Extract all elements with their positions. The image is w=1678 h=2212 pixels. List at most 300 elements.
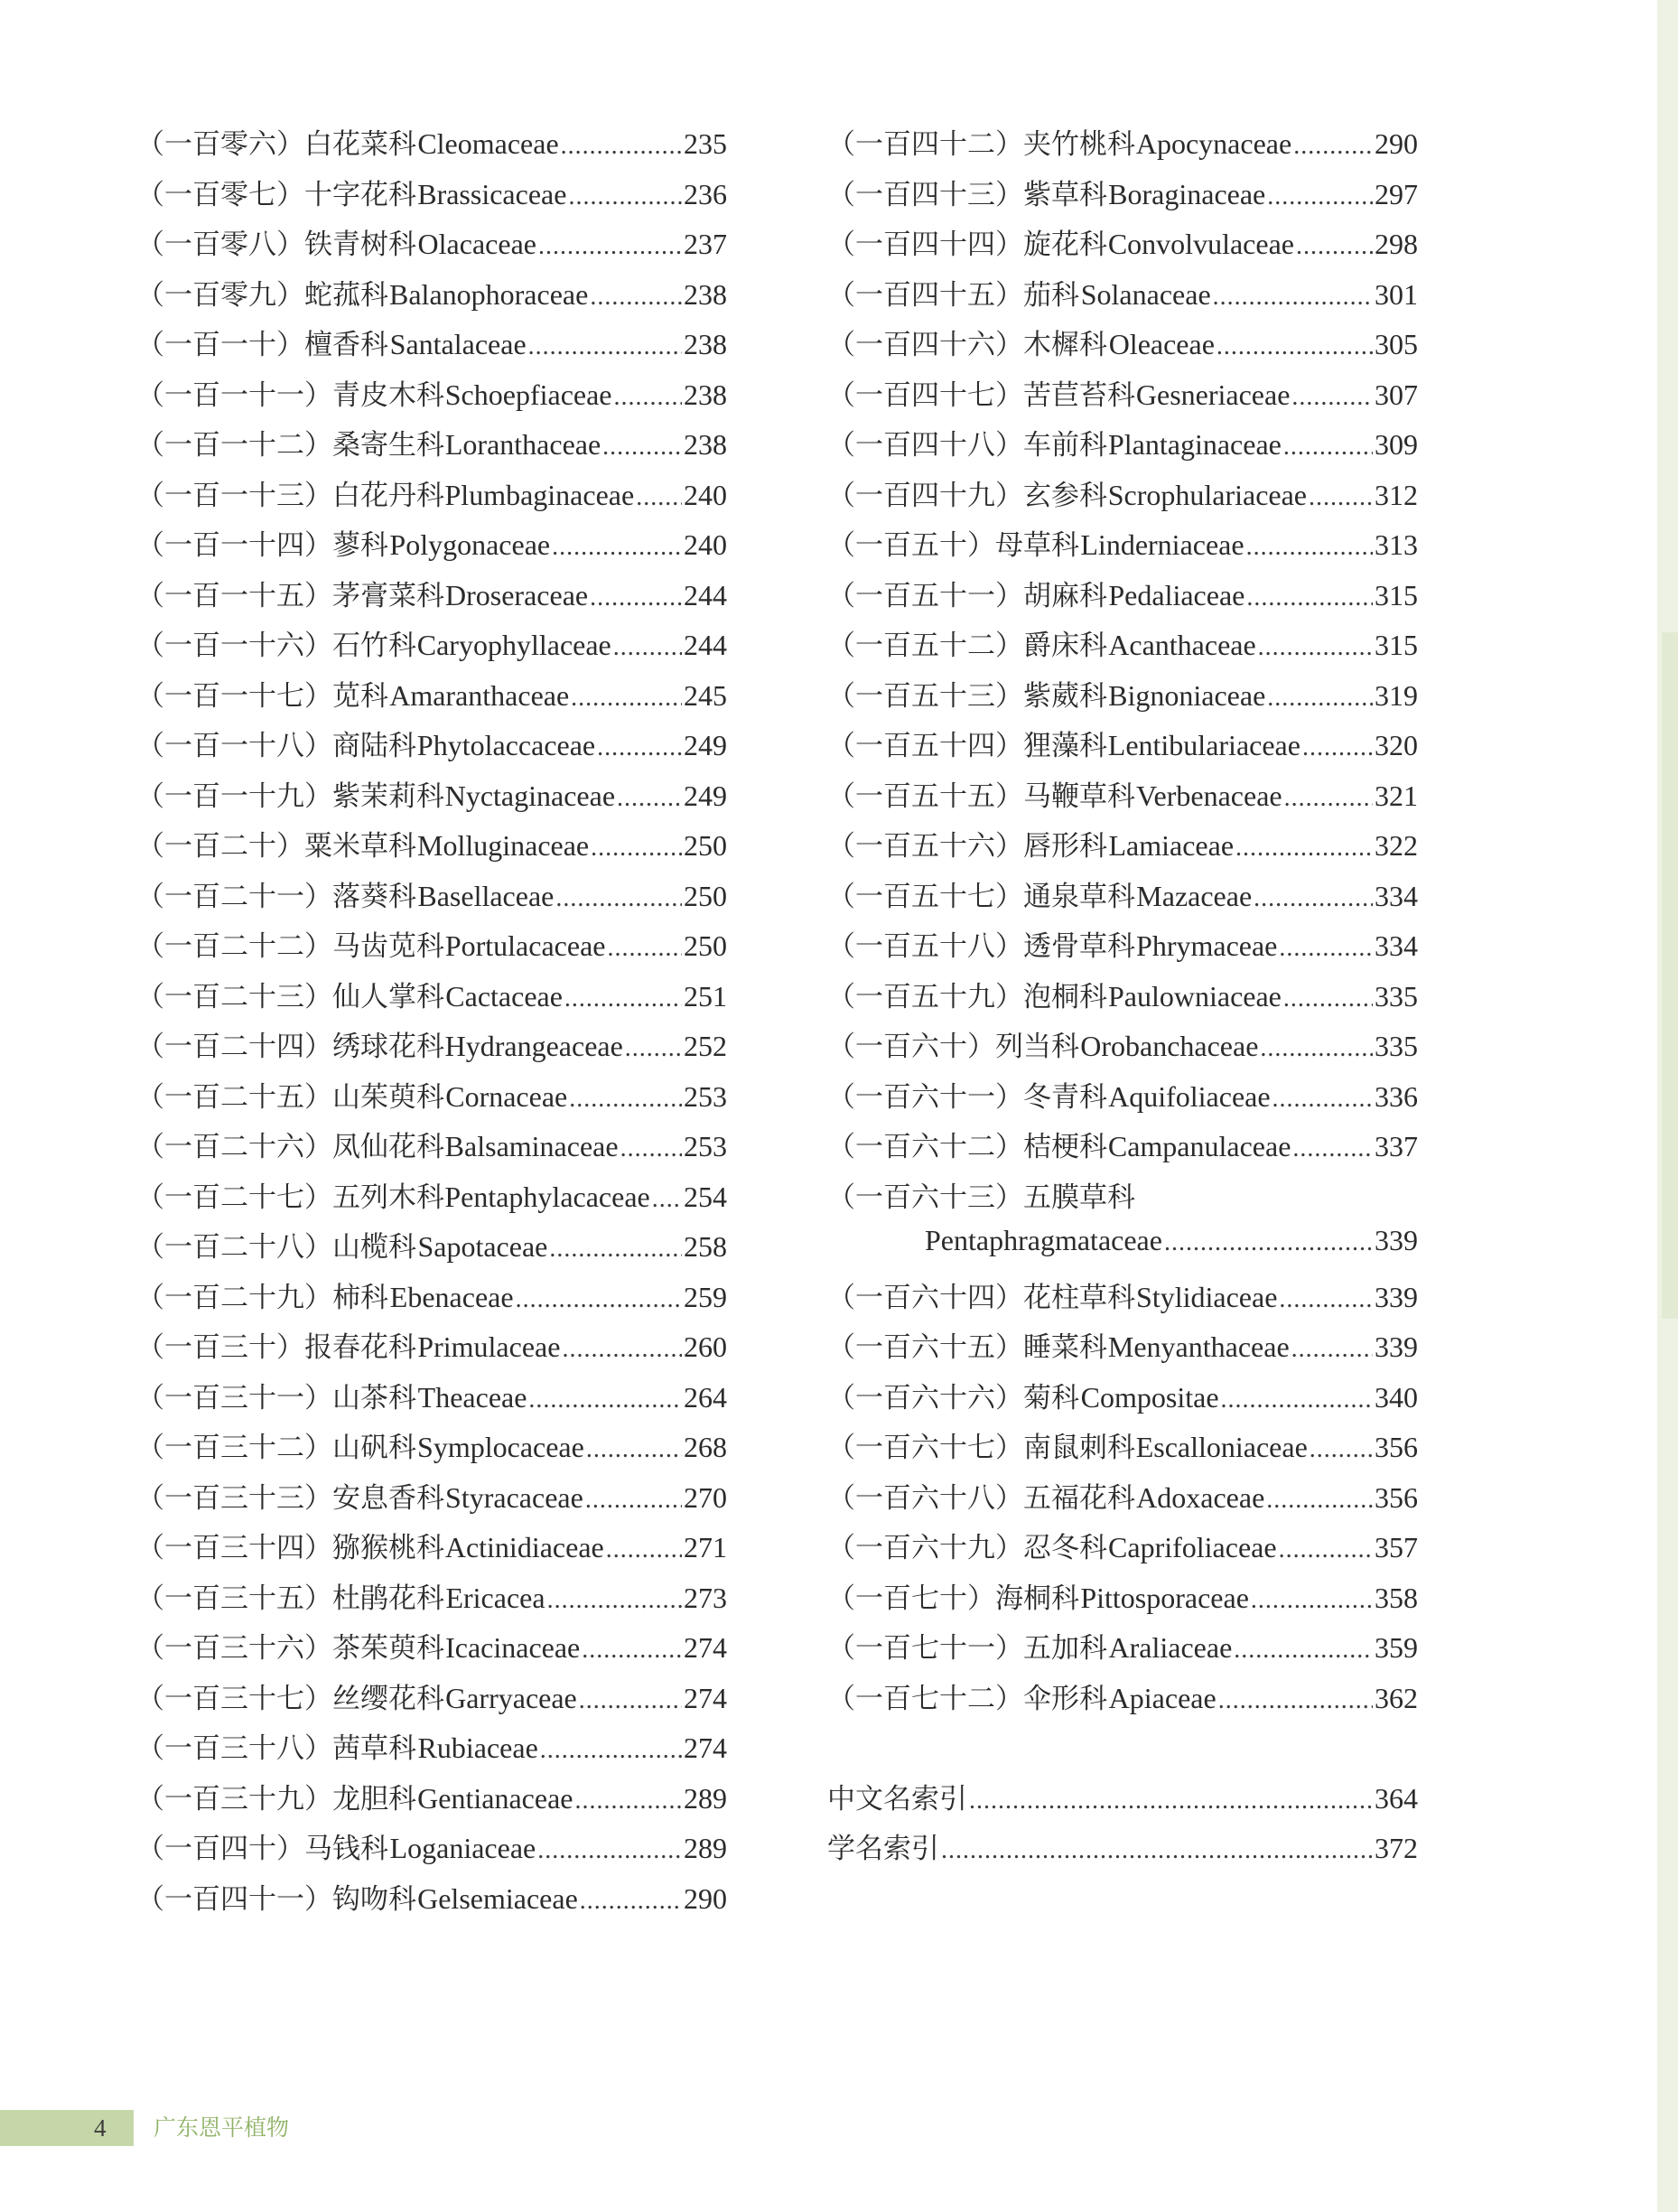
toc-leader-dots bbox=[1267, 684, 1373, 713]
toc-entry-latin-name: Aquifoliaceae bbox=[1108, 1079, 1271, 1113]
toc-entry[interactable] bbox=[136, 1174, 727, 1225]
toc-entry-chinese-name: （一百三十五）杜鹃花科 bbox=[136, 1582, 444, 1615]
toc-entry-chinese-name: （一百一十六）石竹科 bbox=[136, 630, 416, 662]
toc-entry-page-number: 289 bbox=[684, 1832, 727, 1864]
toc-entry[interactable] bbox=[136, 522, 727, 573]
toc-entry-page-number: 339 bbox=[1375, 1330, 1418, 1363]
toc-entry-chinese-name: （一百五十八）透骨草科 bbox=[827, 930, 1135, 963]
toc-entry[interactable] bbox=[827, 272, 1418, 322]
toc-entry-page-number: 259 bbox=[684, 1280, 727, 1313]
toc-entry-latin-name: Adoxaceae bbox=[1136, 1480, 1265, 1514]
toc-leader-dots bbox=[613, 633, 682, 662]
toc-entry-latin-name: Apiaceae bbox=[1108, 1681, 1217, 1714]
toc-entry[interactable] bbox=[136, 1224, 727, 1274]
toc-entry-latin-name: Loranthaceae bbox=[444, 428, 601, 461]
toc-entry-chinese-name: （一百六十八）五福花科 bbox=[827, 1481, 1135, 1515]
toc-entry-latin-name: Polygonaceae bbox=[389, 528, 551, 561]
toc-entry[interactable] bbox=[827, 1776, 1418, 1826]
toc-entry[interactable] bbox=[827, 923, 1418, 974]
toc-entry-page-number: 336 bbox=[1375, 1079, 1418, 1113]
page-edge-tab bbox=[1662, 632, 1678, 1319]
toc-entry-latin-name: Bignoniaceae bbox=[1108, 678, 1266, 712]
toc-entry-chinese-name: （一百五十二）爵床科 bbox=[827, 630, 1107, 662]
toc-entry[interactable] bbox=[136, 322, 727, 372]
toc-entry-page-number: 372 bbox=[1375, 1832, 1418, 1864]
toc-entry[interactable] bbox=[136, 823, 727, 873]
toc-leader-dots bbox=[1246, 583, 1373, 612]
toc-entry-latin-name: Nyctaginaceae bbox=[444, 779, 616, 812]
toc-entry-latin-name: Oleaceae bbox=[1108, 328, 1215, 360]
toc-entry-page-number: 321 bbox=[1374, 779, 1418, 812]
toc-entry-page-number: 240 bbox=[684, 528, 727, 561]
toc-entry-latin-name: Primulaceae bbox=[417, 1330, 561, 1363]
toc-entry[interactable] bbox=[136, 1475, 727, 1526]
toc-entry-page-number: 238 bbox=[684, 328, 727, 360]
toc-entry[interactable] bbox=[136, 1124, 727, 1174]
toc-entry-chinese-name: （一百六十七）南鼠刺科 bbox=[827, 1432, 1135, 1464]
toc-entry-latin-name: Styracaceae bbox=[445, 1480, 583, 1514]
toc-entry-page-number: 290 bbox=[684, 1881, 727, 1915]
toc-entry-chinese-name: （一百四十）马钱科 bbox=[136, 1833, 388, 1865]
toc-entry[interactable] bbox=[827, 1675, 1418, 1726]
toc-entry-latin-name: Portulacaceae bbox=[444, 929, 606, 962]
toc-entry[interactable] bbox=[827, 1274, 1418, 1325]
toc-entry-chinese-name: （一百四十七）苦苣苔科 bbox=[827, 378, 1135, 412]
toc-leader-dots bbox=[1293, 132, 1373, 161]
toc-entry-page-number: 356 bbox=[1375, 1480, 1418, 1514]
toc-entry[interactable] bbox=[136, 272, 727, 322]
toc-entry-latin-name: Caryophyllaceae bbox=[416, 629, 611, 661]
toc-entry-page-number: 249 bbox=[684, 779, 727, 812]
toc-entry-page-number: 245 bbox=[684, 678, 727, 712]
toc-entry-page-number: 240 bbox=[684, 478, 727, 511]
toc-entry-latin-name: Theaceae bbox=[417, 1380, 527, 1414]
toc-entry-chinese-name: （一百零八）铁青树科 bbox=[136, 229, 416, 261]
toc-entry-chinese-name: （一百一十三）白花丹科 bbox=[136, 479, 444, 512]
toc-entry[interactable] bbox=[136, 1324, 727, 1375]
toc-entry[interactable] bbox=[827, 372, 1418, 423]
toc-entry-latin-name: Stylidiaceae bbox=[1136, 1280, 1278, 1313]
toc-leader-dots bbox=[1251, 1586, 1373, 1615]
toc-entry[interactable] bbox=[827, 322, 1418, 372]
toc-entry-chinese-name: （一百四十八）车前科 bbox=[827, 429, 1107, 462]
toc-entry[interactable] bbox=[827, 1074, 1418, 1125]
toc-leader-dots bbox=[552, 533, 682, 562]
toc-entry-latin-name: Balsaminaceae bbox=[444, 1130, 619, 1162]
toc-entry[interactable] bbox=[827, 472, 1418, 523]
toc-entry-latin-name: Escalloniaceae bbox=[1135, 1431, 1308, 1463]
toc-entry[interactable] bbox=[136, 172, 727, 222]
toc-leader-dots bbox=[1279, 1285, 1373, 1314]
toc-entry-chinese-name: （一百三十六）茶茱萸科 bbox=[136, 1632, 444, 1665]
toc-entry-chinese-name: （一百五十一）胡麻科 bbox=[827, 579, 1107, 612]
toc-entry-latin-name: Solanaceae bbox=[1080, 277, 1211, 311]
toc-entry-page-number: 364 bbox=[1375, 1781, 1418, 1815]
toc-entry[interactable] bbox=[827, 1625, 1418, 1675]
toc-entry[interactable] bbox=[136, 723, 727, 773]
toc-entry[interactable] bbox=[136, 1725, 727, 1776]
toc-entry[interactable] bbox=[136, 1023, 727, 1074]
toc-entry[interactable] bbox=[827, 773, 1418, 824]
toc-entry-chinese-name: （一百五十五）马鞭草科 bbox=[827, 779, 1135, 813]
toc-entry-chinese-name: （一百一十九）紫茉莉科 bbox=[136, 779, 444, 813]
toc-entry-latin-name: Cornaceae bbox=[445, 1079, 568, 1113]
toc-leader-dots bbox=[540, 1736, 682, 1765]
toc-entry-page-number: 249 bbox=[684, 729, 727, 761]
toc-leader-dots bbox=[1310, 1435, 1373, 1464]
toc-entry[interactable] bbox=[827, 1375, 1418, 1425]
toc-entry[interactable] bbox=[136, 873, 727, 924]
toc-entry-chinese-name: （一百二十三）仙人掌科 bbox=[136, 980, 444, 1013]
toc-entry-chinese-name: （一百三十七）丝缨花科 bbox=[136, 1682, 444, 1715]
toc-entry-latin-name: Molluginaceae bbox=[416, 829, 590, 862]
toc-entry-latin-name: Pedaliaceae bbox=[1108, 578, 1245, 611]
toc-leader-dots bbox=[1221, 1386, 1373, 1414]
toc-entry-page-number: 313 bbox=[1375, 528, 1418, 561]
toc-entry-page-number: 237 bbox=[684, 228, 727, 260]
toc-entry[interactable] bbox=[136, 1625, 727, 1675]
toc-leader-dots bbox=[1292, 1134, 1373, 1163]
toc-entry-page-number: 334 bbox=[1375, 879, 1418, 912]
toc-entry-page-number: 250 bbox=[684, 879, 727, 912]
toc-entry[interactable] bbox=[136, 1525, 727, 1575]
toc-leader-dots bbox=[547, 1586, 682, 1615]
toc-leader-dots bbox=[580, 1887, 682, 1916]
toc-entry-page-number: 315 bbox=[1375, 578, 1418, 611]
toc-entry-page-number: 238 bbox=[684, 428, 727, 461]
toc-entry[interactable] bbox=[827, 723, 1418, 773]
toc-entry-chinese-name: （一百零七）十字花科 bbox=[136, 178, 416, 211]
toc-entry-latin-name: Hydrangeaceae bbox=[444, 1030, 623, 1062]
toc-leader-dots bbox=[528, 332, 682, 361]
toc-leader-dots bbox=[538, 232, 682, 261]
toc-entry[interactable] bbox=[827, 172, 1418, 222]
toc-leader-dots bbox=[620, 1134, 682, 1163]
toc-entry-latin-name: Araliaceae bbox=[1108, 1631, 1233, 1664]
toc-entry[interactable] bbox=[827, 1224, 1418, 1274]
toc-entry[interactable] bbox=[136, 1274, 727, 1325]
toc-entry[interactable] bbox=[827, 1324, 1418, 1375]
toc-entry-latin-name: Olacaceae bbox=[417, 228, 536, 260]
toc-entry-chinese-name: （一百一十）檀香科 bbox=[136, 329, 388, 361]
toc-entry-page-number: 359 bbox=[1375, 1631, 1418, 1664]
toc-leader-dots bbox=[1279, 934, 1373, 963]
toc-entry-latin-name: Sapotaceae bbox=[417, 1230, 548, 1263]
toc-entry-latin-name: Phrymaceae bbox=[1136, 929, 1278, 962]
toc-entry-page-number: 253 bbox=[684, 1079, 727, 1113]
toc-leader-dots bbox=[1302, 733, 1373, 762]
toc-leader-dots bbox=[636, 483, 682, 512]
toc-entry-latin-name: Gelsemiaceae bbox=[417, 1881, 578, 1915]
toc-entry-chinese-name: （一百二十七）五列木科 bbox=[136, 1181, 444, 1214]
toc-entry-latin-name: Phytolaccaceae bbox=[416, 729, 596, 761]
toc-leader-dots bbox=[1296, 232, 1373, 261]
toc-entry-chinese-name: （一百六十三）五膜草科 bbox=[827, 1181, 1135, 1214]
footer-page-number: 4 bbox=[94, 2114, 107, 2142]
toc-entry[interactable] bbox=[136, 573, 727, 623]
toc-leader-dots bbox=[579, 1686, 682, 1715]
toc-entry-chinese-name: （一百七十）海桐科 bbox=[827, 1582, 1079, 1615]
toc-entry-latin-name: Paulowniaceae bbox=[1107, 979, 1282, 1013]
toc-entry[interactable] bbox=[136, 121, 727, 172]
toc-entry-latin-name: Gentianaceae bbox=[417, 1781, 573, 1815]
toc-leader-dots bbox=[1283, 985, 1373, 1013]
toc-entry-chinese-name: （一百四十二）夹竹桃科 bbox=[827, 128, 1135, 161]
toc-entry[interactable] bbox=[827, 1525, 1418, 1575]
toc-entry-page-number: 244 bbox=[684, 629, 727, 661]
toc-leader-dots bbox=[537, 1836, 682, 1865]
toc-entry-page-number: 290 bbox=[1375, 127, 1418, 160]
toc-leader-dots bbox=[571, 684, 682, 713]
toc-entry[interactable] bbox=[827, 1825, 1418, 1876]
toc-entry[interactable] bbox=[136, 673, 727, 723]
toc-entry-latin-name: Brassicaceae bbox=[417, 177, 567, 210]
toc-entry-page-number: 250 bbox=[684, 829, 727, 862]
toc-entry-page-number: 339 bbox=[1375, 1280, 1418, 1313]
toc-entry-page-number: 335 bbox=[1375, 979, 1418, 1013]
toc-entry-latin-name: Acanthaceae bbox=[1108, 629, 1256, 661]
toc-entry-chinese-name: （一百七十一）五加科 bbox=[827, 1632, 1107, 1665]
toc-entry[interactable] bbox=[136, 221, 727, 272]
toc-entry-chinese-name: （一百三十八）茜草科 bbox=[136, 1732, 416, 1765]
toc-entry-chinese-name: （一百二十五）山茱萸科 bbox=[136, 1080, 444, 1114]
toc-entry-page-number: 334 bbox=[1375, 929, 1418, 962]
toc-entry-latin-name: Menyanthaceae bbox=[1107, 1330, 1290, 1363]
toc-leader-dots bbox=[574, 1787, 682, 1815]
toc-leader-dots bbox=[1284, 784, 1373, 813]
toc-entry-chinese-name: 中文名索引 bbox=[827, 1782, 967, 1815]
toc-entry-chinese-name: （一百五十）母草科 bbox=[827, 529, 1079, 562]
toc-entry-page-number: 297 bbox=[1375, 177, 1418, 210]
toc-leader-dots bbox=[614, 383, 683, 412]
toc-entry[interactable] bbox=[827, 1575, 1418, 1626]
toc-leader-dots bbox=[1272, 1085, 1373, 1114]
toc-leader-dots bbox=[1291, 1335, 1373, 1364]
toc-entry-chinese-name: （一百三十二）山矾科 bbox=[136, 1432, 416, 1464]
toc-entry-page-number: 340 bbox=[1375, 1380, 1418, 1414]
toc-entry-page-number: 264 bbox=[684, 1380, 727, 1414]
toc-entry-latin-name: Symplocaceae bbox=[417, 1431, 584, 1463]
toc-entry-latin-name: Pentaphragmataceae bbox=[925, 1224, 1162, 1256]
toc-entry[interactable] bbox=[136, 622, 727, 673]
toc-leader-dots bbox=[1234, 1636, 1373, 1665]
toc-entry[interactable] bbox=[136, 472, 727, 523]
toc-entry-page-number: 238 bbox=[684, 277, 727, 311]
toc-leader-dots bbox=[516, 1285, 682, 1314]
toc-entry[interactable] bbox=[136, 1876, 727, 1927]
toc-entry-page-number: 258 bbox=[684, 1230, 727, 1263]
toc-entry-chinese-name: （一百六十五）睡菜科 bbox=[827, 1331, 1107, 1364]
toc-entry-chinese-name: （一百一十一）青皮木科 bbox=[136, 378, 444, 412]
toc-entry-chinese-name: （一百四十五）茄科 bbox=[827, 278, 1079, 312]
toc-entry-latin-name: Ericacea bbox=[445, 1581, 545, 1614]
toc-entry-latin-name: Apocynaceae bbox=[1135, 127, 1292, 160]
toc-entry[interactable] bbox=[136, 974, 727, 1024]
toc-entry[interactable] bbox=[827, 622, 1418, 673]
toc-entry-page-number: 274 bbox=[684, 1631, 727, 1664]
toc-entry-chinese-name: （一百二十二）马齿苋科 bbox=[136, 930, 444, 963]
toc-entry[interactable] bbox=[827, 673, 1418, 723]
toc-leader-dots bbox=[528, 1386, 682, 1414]
toc-entry-latin-name: Gesneriaceae bbox=[1135, 378, 1291, 411]
toc-entry-page-number: 337 bbox=[1375, 1130, 1418, 1162]
toc-entry-latin-name: Icacinaceae bbox=[445, 1631, 581, 1664]
toc-entry-page-number: 289 bbox=[684, 1781, 727, 1815]
toc-entry-page-number: 268 bbox=[684, 1431, 727, 1463]
toc-entry-chinese-name: （一百六十九）忍冬科 bbox=[827, 1532, 1107, 1564]
toc-entry-latin-name: Scrophulariaceae bbox=[1107, 478, 1307, 511]
toc-entry-chinese-name: （一百二十六）凤仙花科 bbox=[136, 1131, 444, 1163]
toc-leader-dots bbox=[1279, 1535, 1373, 1564]
toc-entry-chinese-name: （一百五十四）狸藻科 bbox=[827, 730, 1107, 762]
toc-leader-dots bbox=[1235, 834, 1373, 863]
toc-entry[interactable] bbox=[136, 773, 727, 824]
toc-entry[interactable] bbox=[827, 1124, 1418, 1174]
toc-entry[interactable] bbox=[136, 1424, 727, 1475]
toc-entry-chinese-name: （一百三十九）龙胆科 bbox=[136, 1782, 416, 1815]
toc-left-column bbox=[136, 121, 727, 1926]
toc-entry[interactable] bbox=[136, 1575, 727, 1626]
toc-entry-chinese-name: （一百五十三）紫葳科 bbox=[827, 679, 1107, 713]
toc-entry-latin-name: Cactaceae bbox=[445, 979, 563, 1013]
toc-leader-dots bbox=[1217, 332, 1373, 361]
toc-entry-chinese-name: （一百一十二）桑寄生科 bbox=[136, 429, 444, 462]
toc-entry[interactable] bbox=[136, 1074, 727, 1125]
toc-entry-page-number: 274 bbox=[684, 1681, 727, 1714]
toc-entry-page-number: 358 bbox=[1375, 1581, 1418, 1614]
toc-entry-chinese-name: （一百六十四）花柱草科 bbox=[827, 1281, 1135, 1314]
toc-entry[interactable] bbox=[136, 1776, 727, 1826]
toc-leader-dots bbox=[1246, 533, 1373, 562]
toc-entry[interactable] bbox=[827, 873, 1418, 924]
toc-entry-page-number: 301 bbox=[1375, 277, 1418, 311]
toc-entry[interactable] bbox=[136, 1825, 727, 1876]
toc-leader-dots bbox=[568, 182, 682, 211]
toc-entry[interactable] bbox=[827, 422, 1418, 472]
toc-entry[interactable] bbox=[827, 1475, 1418, 1526]
toc-entry-page-number: 335 bbox=[1375, 1030, 1418, 1062]
toc-right-column bbox=[827, 121, 1418, 1876]
toc-entry-latin-name: Loganiaceae bbox=[389, 1832, 536, 1864]
toc-entry[interactable] bbox=[827, 1424, 1418, 1475]
toc-leader-dots bbox=[1267, 182, 1373, 211]
toc-entry-latin-name: Pittosporaceae bbox=[1080, 1581, 1249, 1614]
footer-book-title: 广东恩平植物 bbox=[154, 2114, 290, 2141]
toc-entry-page-number: 307 bbox=[1375, 378, 1418, 411]
toc-entry-chinese-name: （一百二十四）绣球花科 bbox=[136, 1031, 444, 1063]
toc-entry-chinese-name: （一百一十五）茅膏菜科 bbox=[136, 579, 444, 612]
toc-entry-page-number: 251 bbox=[684, 979, 727, 1013]
toc-entry[interactable] bbox=[136, 422, 727, 472]
toc-entry[interactable] bbox=[827, 1023, 1418, 1074]
toc-entry-latin-name: Mazaceae bbox=[1136, 879, 1253, 912]
toc-entry-latin-name: Orobanchaceae bbox=[1080, 1030, 1259, 1062]
toc-leader-dots bbox=[590, 583, 682, 612]
toc-entry[interactable] bbox=[136, 1375, 727, 1425]
toc-entry-latin-name: Amaranthaceae bbox=[389, 678, 570, 712]
toc-entry[interactable] bbox=[827, 121, 1418, 172]
toc-entry-chinese-name: （一百五十七）通泉草科 bbox=[827, 880, 1135, 913]
toc-leader-dots bbox=[549, 1235, 682, 1264]
toc-leader-dots bbox=[607, 934, 682, 963]
toc-entry-latin-name: Linderniaceae bbox=[1080, 528, 1245, 561]
toc-entry[interactable] bbox=[827, 221, 1418, 272]
toc-entry-chinese-name: （一百六十）列当科 bbox=[827, 1031, 1079, 1063]
toc-entry-page-number: 270 bbox=[684, 1480, 727, 1514]
toc-leader-dots bbox=[1260, 1034, 1373, 1063]
toc-entry-chinese-name: （一百六十二）桔梗科 bbox=[827, 1131, 1107, 1163]
toc-entry[interactable] bbox=[827, 974, 1418, 1024]
toc-entry-chinese-name: （一百四十三）紫草科 bbox=[827, 178, 1107, 211]
toc-leader-dots bbox=[1218, 1686, 1373, 1715]
toc-entry-chinese-name: （一百四十四）旋花科 bbox=[827, 229, 1107, 261]
toc-entry-chinese-name: （一百四十一）钩吻科 bbox=[136, 1882, 416, 1916]
toc-entry-latin-name: Garryaceae bbox=[445, 1681, 577, 1714]
toc-entry-chinese-name: （一百七十二）伞形科 bbox=[827, 1682, 1107, 1715]
toc-entry-page-number: 238 bbox=[684, 378, 727, 411]
toc-leader-dots bbox=[561, 132, 682, 161]
toc-leader-dots bbox=[591, 834, 682, 863]
toc-entry[interactable] bbox=[827, 823, 1418, 873]
toc-entry[interactable] bbox=[136, 372, 727, 423]
toc-entry[interactable] bbox=[136, 1675, 727, 1726]
toc-entry-latin-name: Cleomaceae bbox=[417, 127, 559, 160]
toc-entry-latin-name: Schoepfiaceae bbox=[444, 378, 612, 411]
toc-entry-page-number: 236 bbox=[684, 177, 727, 210]
toc-entry-latin-name: Caprifoliaceae bbox=[1108, 1531, 1277, 1563]
toc-entry-latin-name: Rubiaceae bbox=[417, 1731, 538, 1764]
toc-leader-dots bbox=[1291, 383, 1373, 412]
toc-leader-dots bbox=[941, 1836, 1373, 1865]
toc-entry-latin-name: Plumbaginaceae bbox=[444, 478, 635, 511]
toc-leader-dots bbox=[590, 283, 682, 312]
toc-entry-page-number: 253 bbox=[684, 1130, 727, 1162]
toc-entry-page-number: 357 bbox=[1375, 1531, 1418, 1563]
toc-entry-latin-name: Lentibulariaceae bbox=[1107, 729, 1300, 761]
toc-entry[interactable] bbox=[827, 522, 1418, 573]
toc-entry-page-number: 273 bbox=[684, 1581, 727, 1614]
toc-leader-dots bbox=[1213, 283, 1373, 312]
toc-entry-page-number: 362 bbox=[1375, 1681, 1418, 1714]
toc-entry-latin-name: Campanulaceae bbox=[1107, 1130, 1291, 1162]
toc-entry-page-number: 339 bbox=[1375, 1224, 1418, 1256]
toc-entry-chinese-name: 学名索引 bbox=[827, 1833, 939, 1865]
toc-entry-chinese-name: （一百一十七）苋科 bbox=[136, 679, 388, 713]
toc-leader-dots bbox=[569, 1085, 682, 1114]
toc-entry-latin-name: Plantaginaceae bbox=[1107, 428, 1282, 461]
toc-entry[interactable] bbox=[827, 573, 1418, 623]
toc-leader-dots bbox=[1254, 884, 1373, 913]
toc-entry-latin-name: Pentaphylacaceae bbox=[444, 1180, 650, 1213]
toc-entry[interactable] bbox=[827, 1174, 1418, 1225]
footer-color-bar bbox=[0, 2110, 134, 2146]
toc-entry-page-number: 244 bbox=[684, 578, 727, 611]
toc-spacer bbox=[827, 1725, 1418, 1776]
toc-entry-page-number: 298 bbox=[1375, 228, 1418, 260]
toc-entry-latin-name: Santalaceae bbox=[389, 328, 527, 360]
toc-leader-dots bbox=[562, 1335, 682, 1364]
toc-entry[interactable] bbox=[136, 923, 727, 974]
toc-entry-chinese-name: （一百零六）白花菜科 bbox=[136, 128, 416, 161]
toc-entry-page-number: 322 bbox=[1375, 829, 1418, 862]
toc-entry-chinese-name: （一百三十一）山茶科 bbox=[136, 1381, 416, 1414]
toc-entry-chinese-name: （一百三十三）安息香科 bbox=[136, 1481, 444, 1515]
toc-leader-dots bbox=[652, 1185, 682, 1214]
toc-entry-chinese-name: （一百一十四）蓼科 bbox=[136, 529, 388, 562]
toc-leader-dots bbox=[1164, 1228, 1373, 1257]
toc-entry-chinese-name: （一百一十八）商陆科 bbox=[136, 730, 416, 762]
toc-entry-chinese-name: （一百三十）报春花科 bbox=[136, 1331, 416, 1364]
